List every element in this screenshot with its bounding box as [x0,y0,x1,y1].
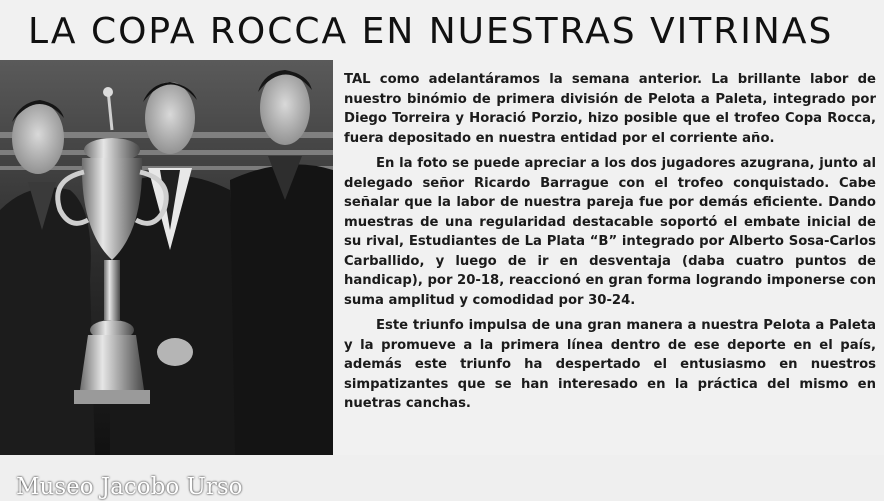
article-paragraph: TAL como adelantáramos la semana anterior. La brillante labor de nuestro binómio de primera división de Pelota a Paleta, integrado por Diego Torreira y Horació Porzio, hizo posible que el trofeo Copa Rocca, fuera depositado en nuestra entidad por el corriente año. [344,72,876,146]
article-paragraph: En la foto se puede apreciar a los dos jugadores azugrana, junto al delegado señor Ricardo Barrague con el trofeo conquistado. Cabe señalar que la labor de nuestra pareja fue por demás eficiente. Dando muestras de una regularidad destacable soportó el embate inicial de su rival, Estudiantes de La Plata “B” integrado por Alberto Sosa-Carlos Carballido, y luego de ir en desventaja (daba cuatro puntos de handicap), por 20-18, reaccionó en gran forma logrando imponerse con suma amplitud y comodidad por 30-24. [344,156,876,308]
trophy-photo [0,60,333,500]
article-body [344,70,876,420]
headline: LA COPA ROCCA EN NUESTRAS VITRINAS [28,11,834,52]
photo-illustration [0,60,333,455]
article-paragraph: Este triunfo impulsa de una gran manera a nuestra Pelota a Paleta y la promueve a la primera línea dentro de ese deporte en el país, además este triunfo ha despertado el entusiasmo en nuestros simpatizantes que se han interesado en la práctica del mismo en nuetras canchas. [344,318,876,411]
museum-watermark: Museo Jacobo Urso [16,474,243,500]
